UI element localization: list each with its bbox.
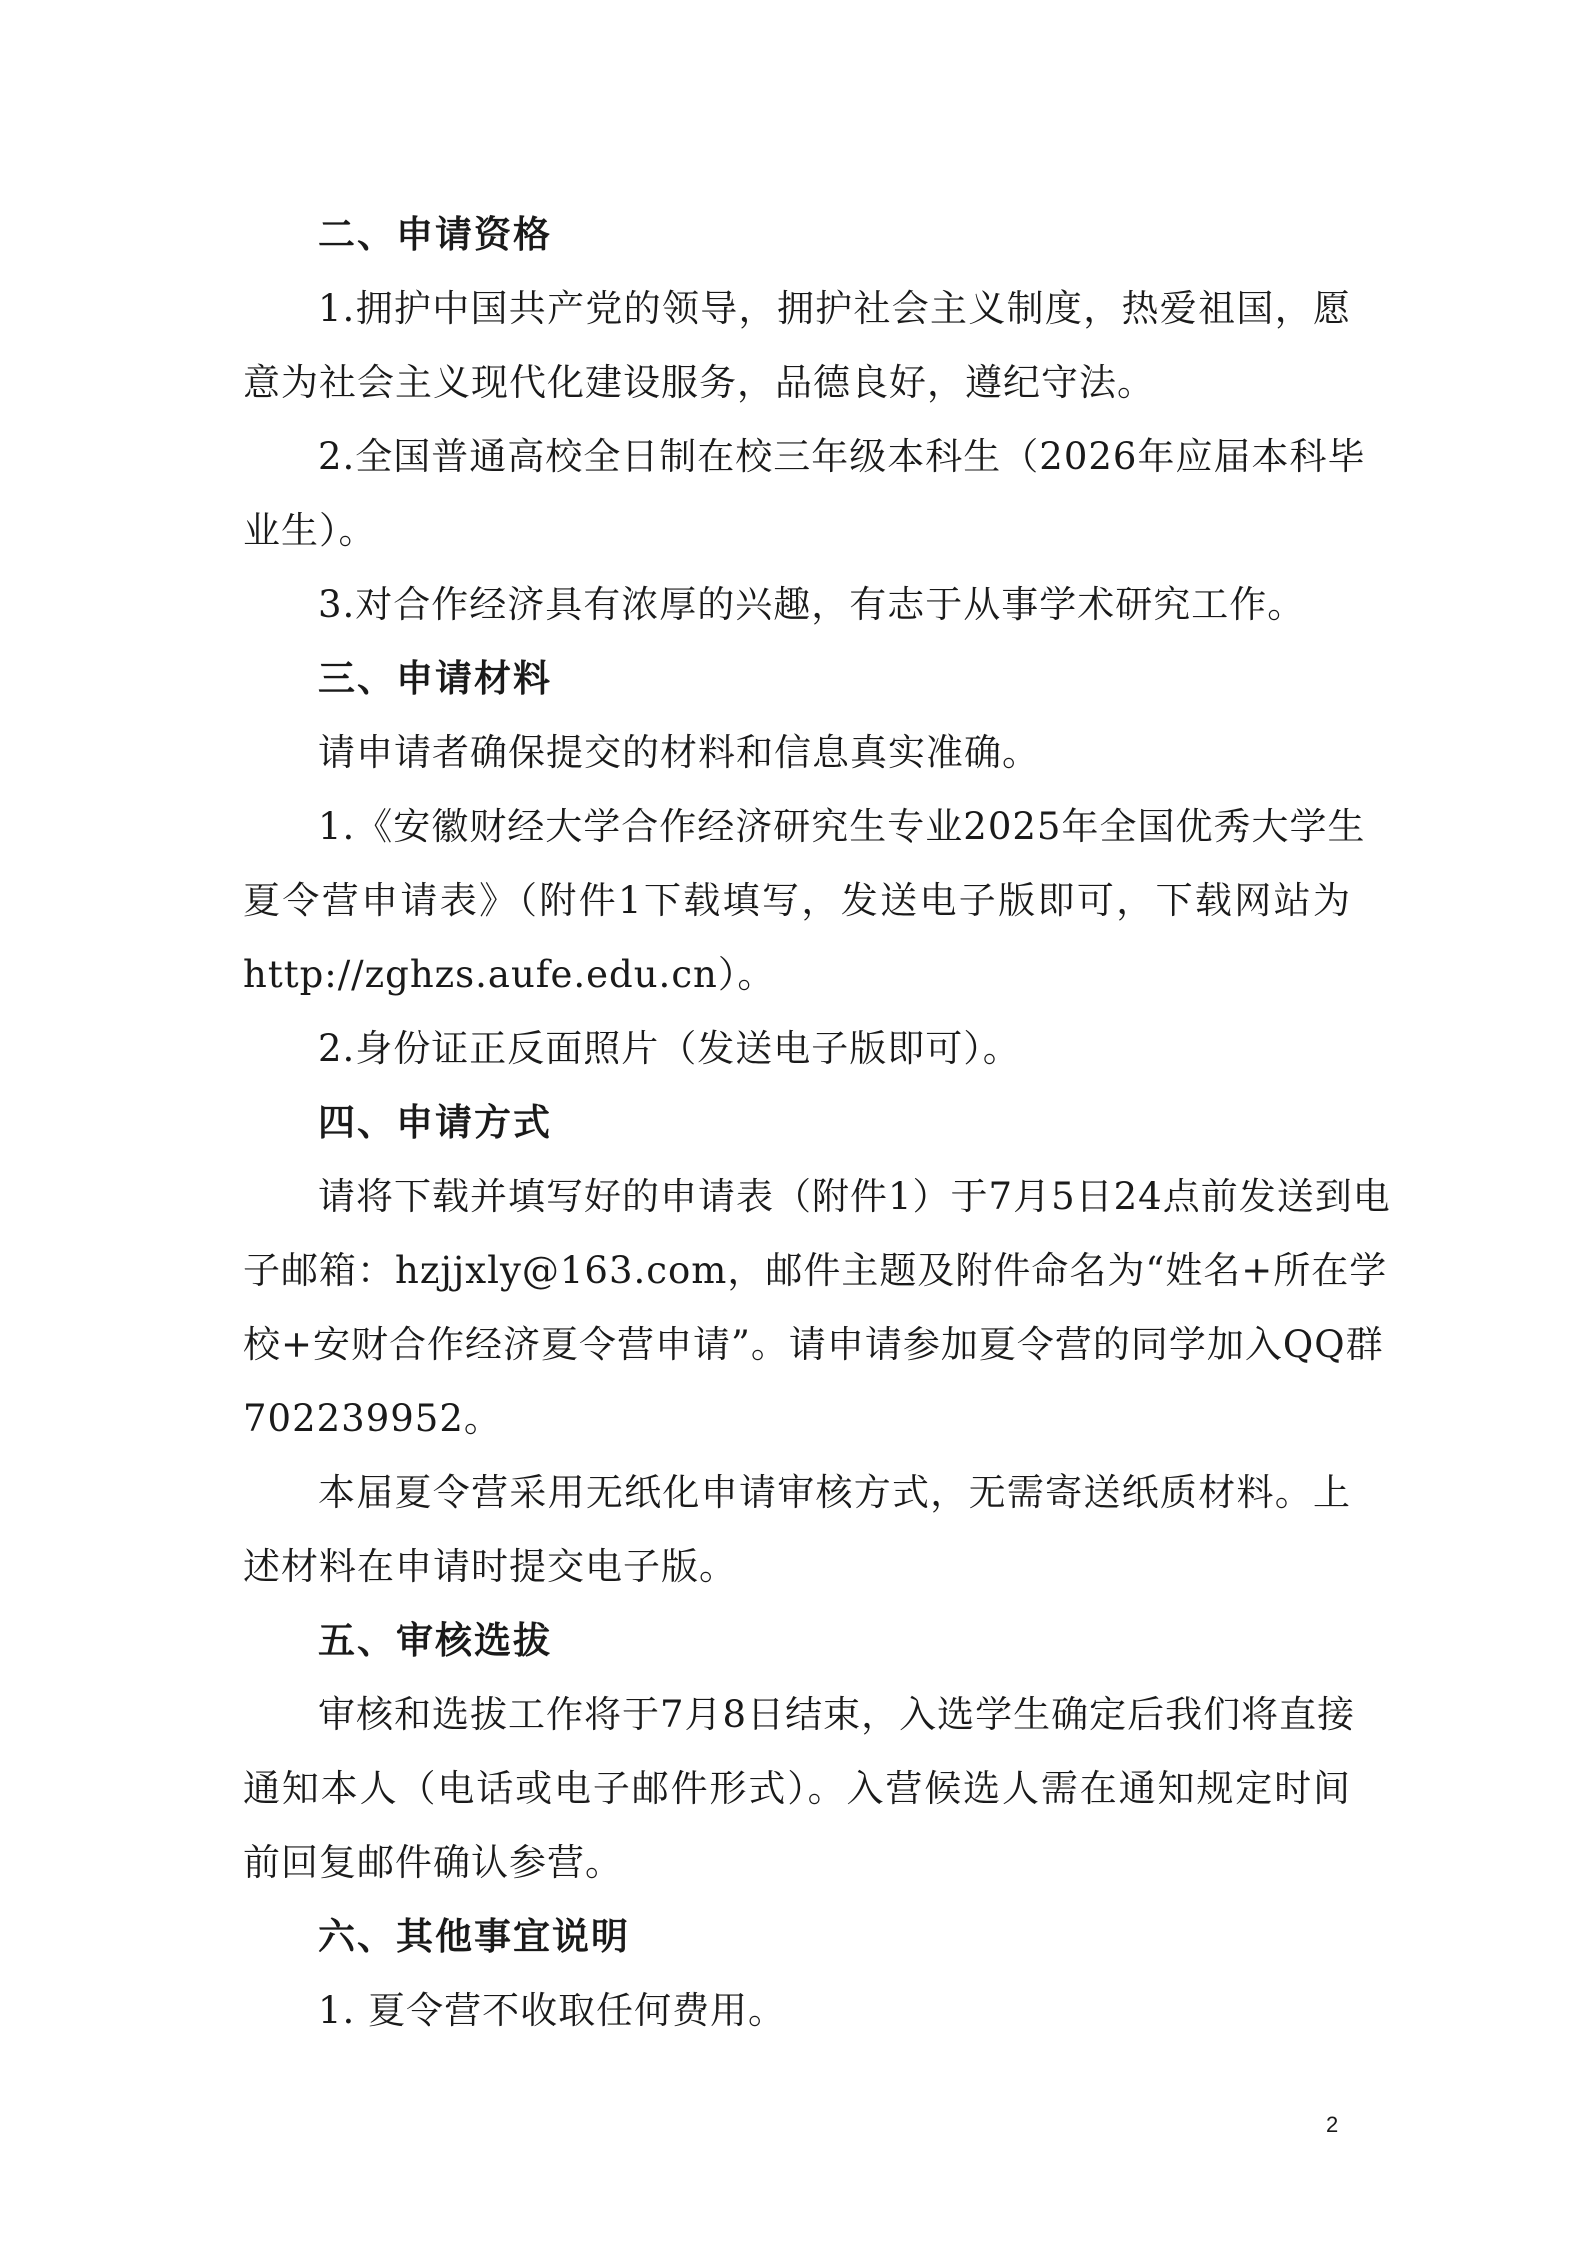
paragraph-line: 述材料在申请时提交电子版。: [243, 1545, 737, 1588]
section-heading-method: 四、申请方式: [318, 1101, 552, 1144]
website-url: http://zghzs.aufe.edu.cn）。: [243, 953, 776, 996]
section-heading-eligibility: 二、申请资格: [318, 213, 552, 256]
paragraph-line: 前回复邮件确认参营。: [243, 1841, 623, 1884]
paragraph-line-email: 子邮箱：hzjjxly@163.com，邮件主题及附件命名为“姓名+所在学: [243, 1249, 1388, 1292]
paragraph-line: 2.全国普通高校全日制在校三年级本科生（2026年应届本科毕: [318, 435, 1366, 478]
section-heading-review: 五、审核选拔: [318, 1619, 552, 1662]
paragraph-line: 夏令营申请表》（附件1下载填写，发送电子版即可，下载网站为: [243, 879, 1351, 922]
paragraph-line: 业生）。: [243, 509, 377, 552]
paragraph-line: 请申请者确保提交的材料和信息真实准确。: [318, 731, 1040, 774]
section-heading-materials: 三、申请材料: [318, 657, 552, 700]
paragraph-line: 1.《安徽财经大学合作经济研究生专业2025年全国优秀大学生: [318, 805, 1366, 848]
paragraph-line: 本届夏令营采用无纸化申请审核方式，无需寄送纸质材料。上: [318, 1471, 1351, 1514]
paragraph-line: 请将下载并填写好的申请表（附件1）于7月5日24点前发送到电: [318, 1175, 1391, 1218]
paragraph-line: 意为社会主义现代化建设服务，品德良好，遵纪守法。: [243, 361, 1155, 404]
paragraph-line: 1. 夏令营不收取任何费用。: [318, 1989, 787, 2032]
paragraph-line: 1.拥护中国共产党的领导，拥护社会主义制度，热爱祖国，愿: [318, 287, 1351, 330]
paragraph-line: 3.对合作经济具有浓厚的兴趣，有志于从事学术研究工作。: [318, 583, 1306, 626]
section-heading-other: 六、其他事宜说明: [318, 1915, 630, 1958]
paragraph-line: 2.身份证正反面照片（发送电子版即可）。: [318, 1027, 1021, 1070]
paragraph-line: 校+安财合作经济夏令营申请”。请申请参加夏令营的同学加入QQ群: [243, 1323, 1384, 1366]
qq-group-number: 702239952。: [243, 1397, 502, 1440]
page-number: 2: [1326, 2112, 1339, 2137]
paragraph-line: 审核和选拔工作将于7月8日结束，入选学生确定后我们将直接: [318, 1693, 1356, 1736]
paragraph-line: 通知本人（电话或电子邮件形式）。入营候选人需在通知规定时间: [243, 1767, 1351, 1810]
